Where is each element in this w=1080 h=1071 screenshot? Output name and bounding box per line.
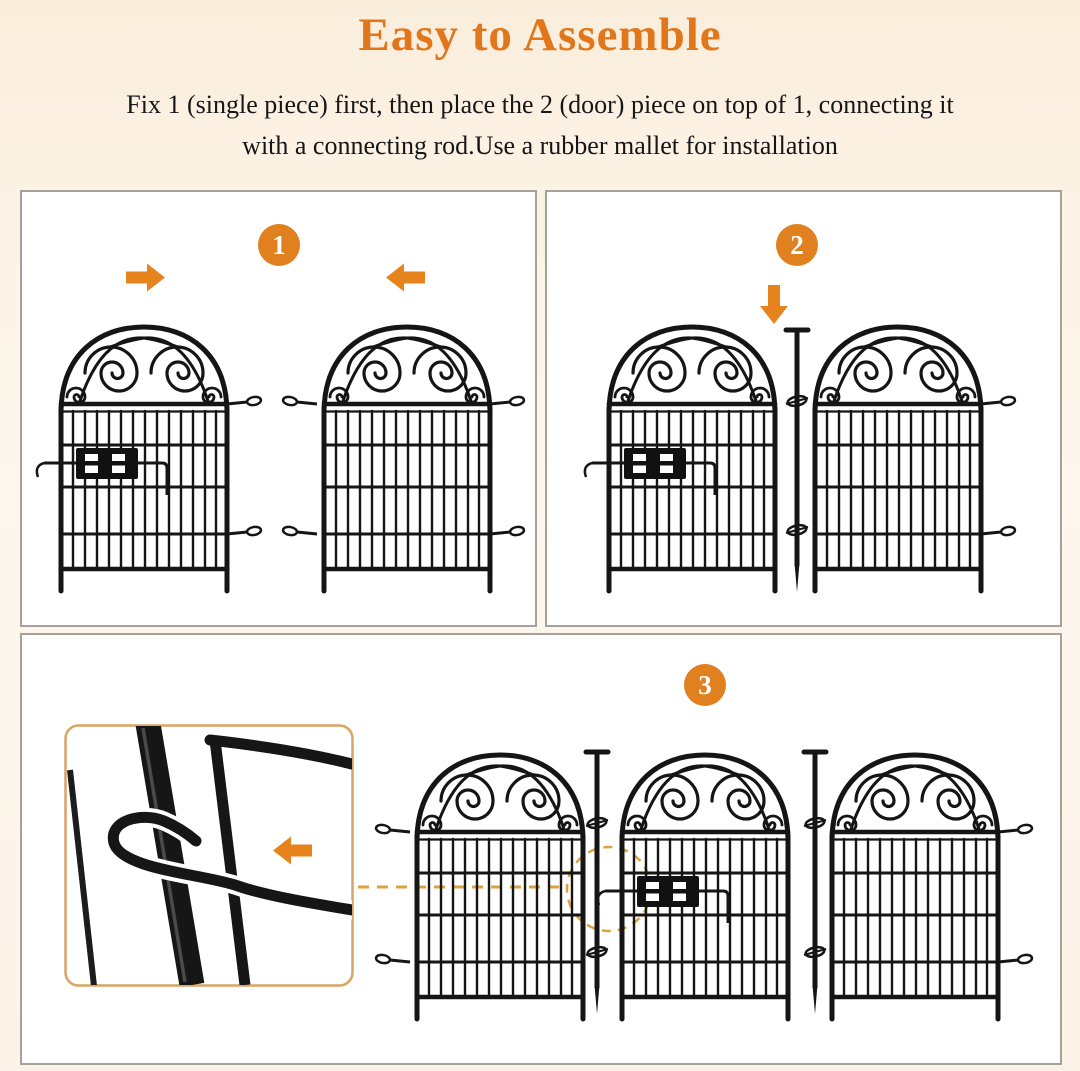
- subtitle-line-2: with a connecting rod.Use a rubber mallet for installation: [242, 131, 838, 161]
- page-title: Easy to Assemble: [358, 9, 722, 61]
- arrow-left-icon: [386, 264, 425, 292]
- step-2-badge: [776, 224, 818, 266]
- page-subtitle: [0, 84, 1080, 166]
- step-1-number: 1: [272, 229, 286, 260]
- step-3-number: 3: [698, 669, 712, 700]
- connecting-rod: [586, 752, 608, 1014]
- fence-piece-plain: [832, 755, 1033, 1019]
- subtitle-line-1: Fix 1 (single piece) first, then place the 2 (door) piece on top of 1, connecting it: [126, 90, 954, 119]
- fence-piece-with-latch: [598, 755, 788, 1019]
- step-3-panel: [20, 633, 1062, 1065]
- step-1-badge: [258, 224, 300, 266]
- connection-closeup-inset: [64, 724, 354, 987]
- step-1-panel: [20, 190, 537, 627]
- connecting-rod: [804, 752, 826, 1014]
- fence-piece-with-latch: [37, 327, 262, 591]
- arrow-down-icon: [760, 285, 788, 324]
- fence-piece-plain: [815, 327, 1016, 591]
- arrow-right-icon: [126, 264, 165, 292]
- step-2-number: 2: [790, 229, 804, 260]
- fence-piece-plain: [282, 327, 524, 591]
- fence-piece-with-latch: [585, 327, 775, 591]
- step-3-badge: [684, 664, 726, 706]
- step-2-panel: [545, 190, 1062, 627]
- connecting-rod: [786, 330, 808, 592]
